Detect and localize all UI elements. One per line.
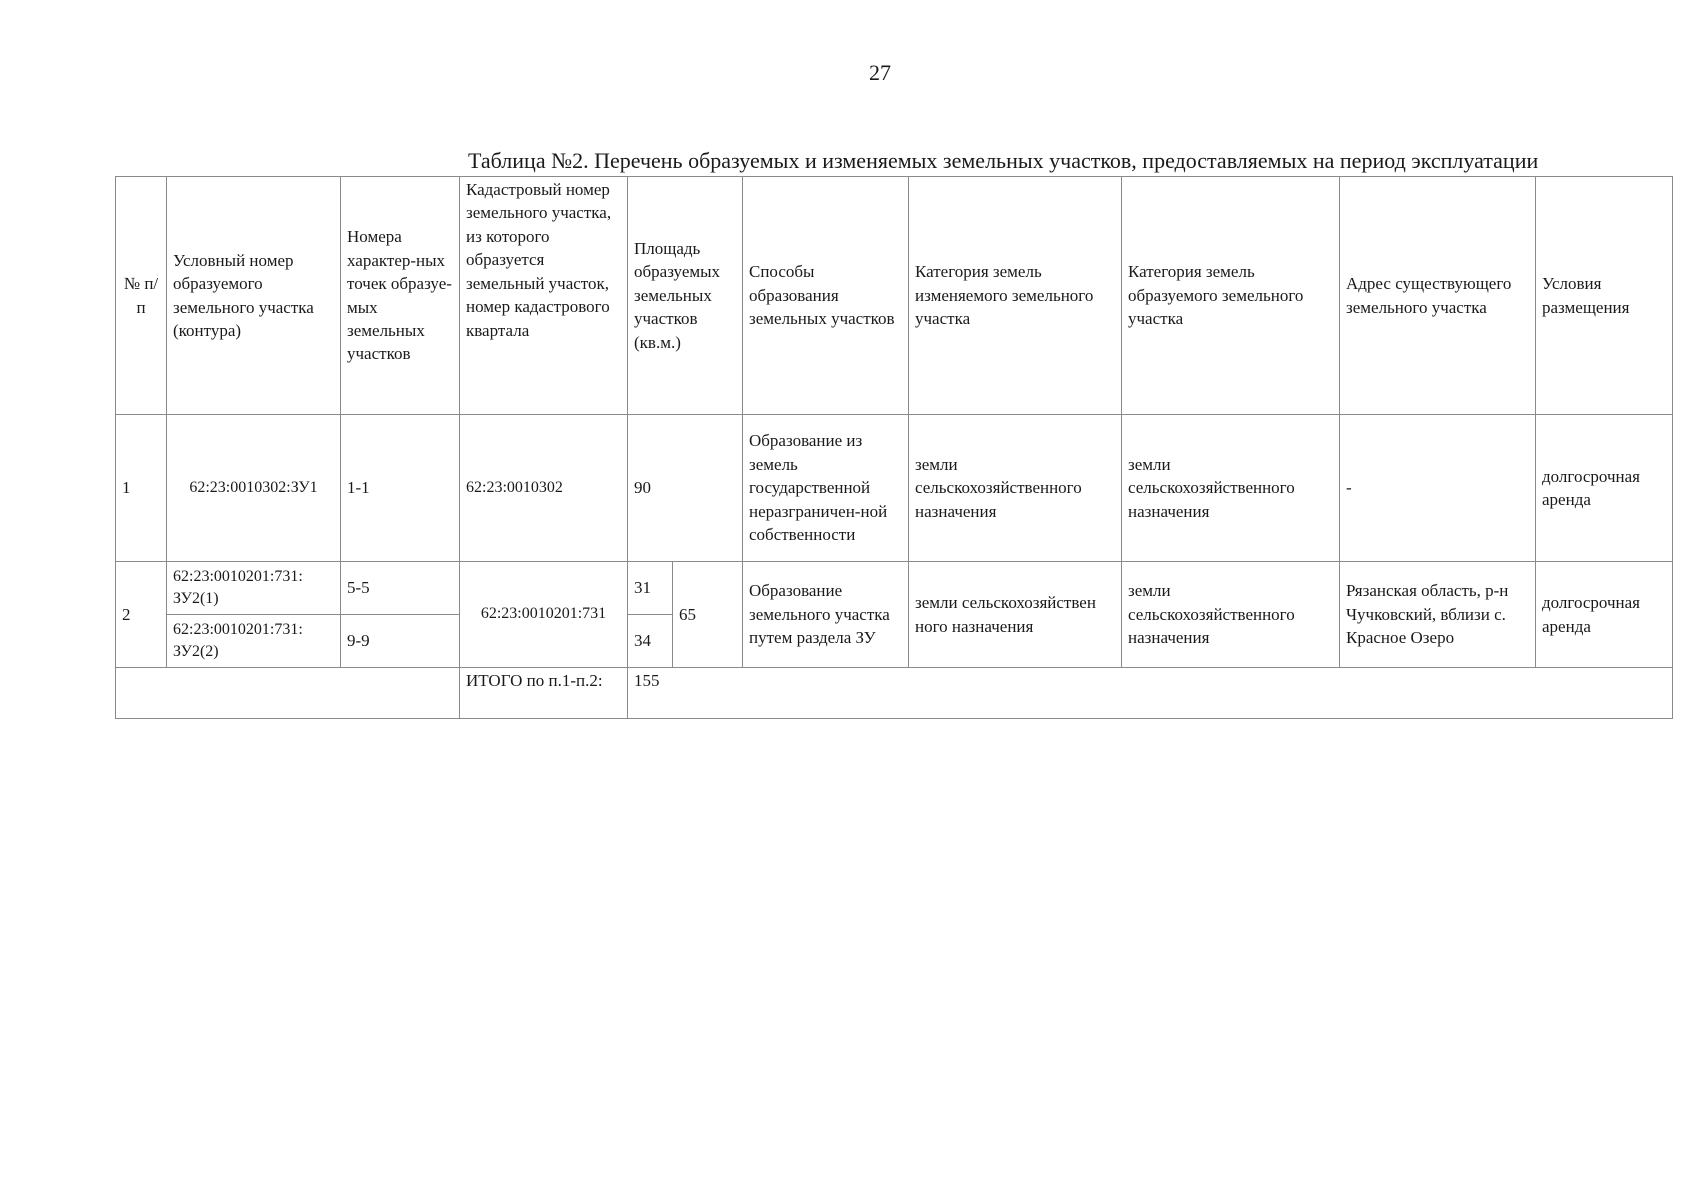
row1-cond-number: 62:23:0010302:ЗУ1 xyxy=(167,415,341,562)
row2-points-2: 9-9 xyxy=(341,615,460,668)
row2-cond-number-1: 62:23:0010201:731: ЗУ2(1) xyxy=(167,562,341,615)
header-cadastral: Кадастровый номер земельного участка, из которого образуется земельный участок, номер кадастрового квартала xyxy=(460,177,628,415)
land-plots-table xyxy=(115,176,1673,719)
row1-address: - xyxy=(1340,415,1536,562)
table-title: Таблица №2. Перечень образуемых и изменяемых земельных участков, предоставляемых на период эксплуатации xyxy=(468,148,1539,173)
table-header-row xyxy=(116,177,1673,415)
row1-category-formed: земли сельскохозяйственного назначения xyxy=(1122,415,1340,562)
total-value: 155 xyxy=(628,668,1673,719)
row2-cadastral: 62:23:0010201:731 xyxy=(460,562,628,668)
table-row xyxy=(116,562,1673,615)
row2-conditions: долгосрочная аренда xyxy=(1536,562,1673,668)
total-label: ИТОГО по п.1-п.2: xyxy=(460,668,628,719)
header-category-formed: Категория земель образуемого земельного участка xyxy=(1122,177,1340,415)
row1-cadastral: 62:23:0010302 xyxy=(460,415,628,562)
row2-category-formed: земли сельскохозяйственного назначения xyxy=(1122,562,1340,668)
header-area: Площадь образуемых земельных участков (кв.м.) xyxy=(628,177,743,415)
table-total-row xyxy=(116,668,1673,719)
row2-points-1: 5-5 xyxy=(341,562,460,615)
row1-area: 90 xyxy=(628,415,743,562)
row2-address: Рязанская область, р-н Чучковский, вблизи с. Красное Озеро xyxy=(1340,562,1536,668)
row1-method: Образование из земель государственной неразграничен-ной собственности xyxy=(743,415,909,562)
row1-conditions: долгосрочная аренда xyxy=(1536,415,1673,562)
row2-method: Образование земельного участка путем раздела ЗУ xyxy=(743,562,909,668)
table-row xyxy=(116,415,1673,562)
row2-area-1: 31 xyxy=(628,562,673,615)
header-points: Номера характер-ных точек образуе-мых земельных участков xyxy=(341,177,460,415)
row1-points: 1-1 xyxy=(341,415,460,562)
page-number: 27 xyxy=(869,60,891,85)
total-empty-cell xyxy=(116,668,460,719)
header-category-changed: Категория земель изменяемого земельного участка xyxy=(909,177,1122,415)
row2-area-2: 34 xyxy=(628,615,673,668)
row1-num: 1 xyxy=(116,415,167,562)
row2-num: 2 xyxy=(116,562,167,668)
row2-category-changed: земли сельскохозяйствен ного назначения xyxy=(909,562,1122,668)
row2-area-total: 65 xyxy=(673,562,743,668)
header-methods: Способы образования земельных участков xyxy=(743,177,909,415)
row2-cond-number-2: 62:23:0010201:731: ЗУ2(2) xyxy=(167,615,341,668)
header-num: № п/п xyxy=(116,177,167,415)
header-cond-number: Условный номер образуемого земельного участка (контура) xyxy=(167,177,341,415)
header-address: Адрес существующего земельного участка xyxy=(1340,177,1536,415)
row1-category-changed: земли сельскохозяйственного назначения xyxy=(909,415,1122,562)
header-conditions: Условия размещения xyxy=(1536,177,1673,415)
